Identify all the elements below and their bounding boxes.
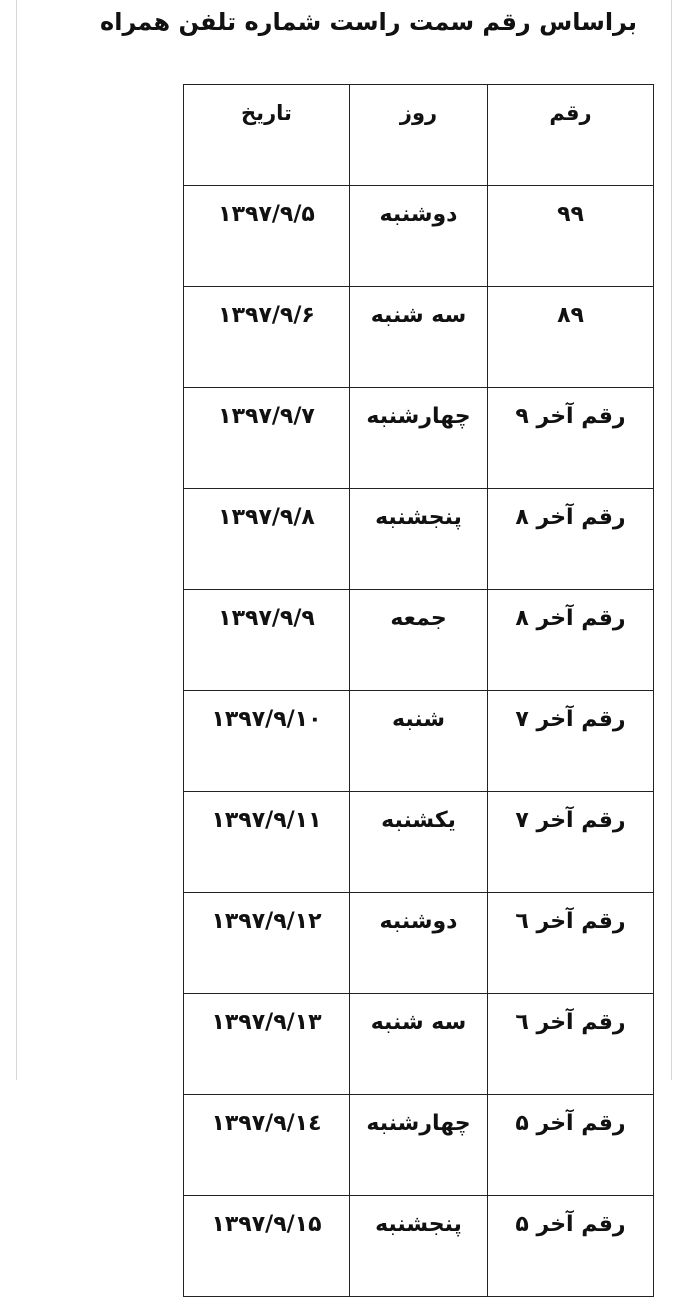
cell-date: ۱۳۹۷/۹/۱٤: [184, 1095, 350, 1196]
cell-digit: رقم آخر ۹: [488, 388, 654, 489]
cell-digit: رقم آخر ٦: [488, 994, 654, 1095]
cell-day: پنجشنبه: [350, 1196, 488, 1297]
document-heading: براساس رقم سمت راست شماره تلفن همراه: [100, 8, 637, 36]
cell-digit: رقم آخر ۷: [488, 691, 654, 792]
cell-date: ۱۳۹۷/۹/۷: [184, 388, 350, 489]
cell-date: ۱۳۹۷/۹/۹: [184, 590, 350, 691]
cell-digit: رقم آخر ۵: [488, 1196, 654, 1297]
cell-digit: رقم آخر ۸: [488, 590, 654, 691]
cell-date: ۱۳۹۷/۹/۵: [184, 186, 350, 287]
table-row: [184, 1095, 654, 1196]
cell-digit: ۸۹: [488, 287, 654, 388]
cell-day: پنجشنبه: [350, 489, 488, 590]
cell-digit: رقم آخر ۵: [488, 1095, 654, 1196]
cell-date: ۱۳۹۷/۹/۱۱: [184, 792, 350, 893]
table-row: [184, 792, 654, 893]
cell-day: جمعه: [350, 590, 488, 691]
document-page: [16, 0, 672, 1237]
cell-day: سه شنبه: [350, 994, 488, 1095]
cell-digit: ۹۹: [488, 186, 654, 287]
table-row: [184, 994, 654, 1095]
cell-digit: رقم آخر ۸: [488, 489, 654, 590]
cell-digit: رقم آخر ۷: [488, 792, 654, 893]
cell-date: ۱۳۹۷/۹/۱۲: [184, 893, 350, 994]
column-header-digit: رقم: [488, 85, 654, 186]
cell-day: دوشنبه: [350, 186, 488, 287]
cell-date: ۱۳۹۷/۹/۱۰: [184, 691, 350, 792]
column-header-day: روز: [350, 85, 488, 186]
table-row: [184, 489, 654, 590]
cell-date: ۱۳۹۷/۹/۱۳: [184, 994, 350, 1095]
cell-day: چهارشنبه: [350, 1095, 488, 1196]
table-row: [184, 186, 654, 287]
table-row: [184, 893, 654, 994]
cell-day: دوشنبه: [350, 893, 488, 994]
cell-date: ۱۳۹۷/۹/۱۵: [184, 1196, 350, 1297]
cell-day: چهارشنبه: [350, 388, 488, 489]
cell-day: یکشنبه: [350, 792, 488, 893]
table-row: [184, 590, 654, 691]
cell-date: ۱۳۹۷/۹/۸: [184, 489, 350, 590]
cell-day: شنبه: [350, 691, 488, 792]
table-row: [184, 1196, 654, 1297]
cell-date: ۱۳۹۷/۹/۶: [184, 287, 350, 388]
cell-day: سه شنبه: [350, 287, 488, 388]
schedule-table: [183, 84, 654, 1297]
cell-digit: رقم آخر ٦: [488, 893, 654, 994]
table-row: [184, 388, 654, 489]
table-row: [184, 287, 654, 388]
table-header-row: [184, 85, 654, 186]
column-header-date: تاریخ: [184, 85, 350, 186]
table-row: [184, 691, 654, 792]
